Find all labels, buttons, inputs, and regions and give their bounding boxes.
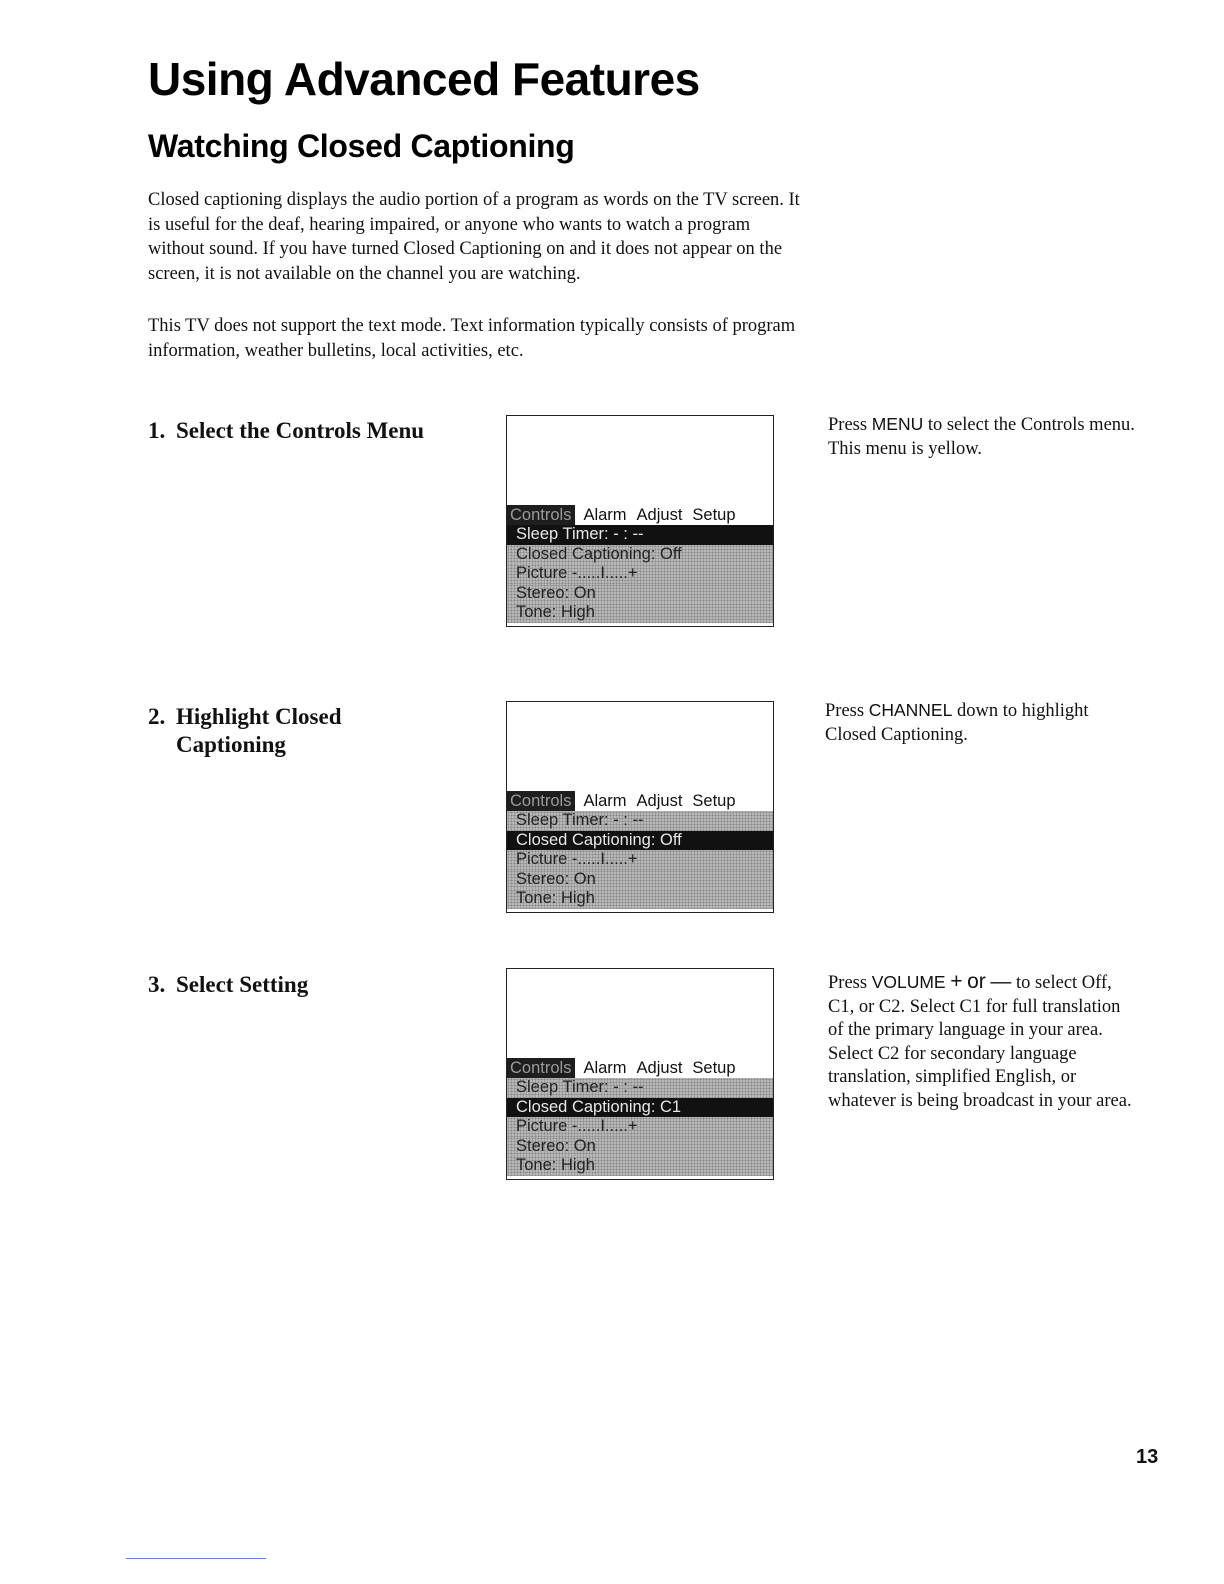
step-1-tab-setup: Setup <box>692 506 736 524</box>
step-1-desc-post: to select the Controls menu. This menu is yellow. <box>828 415 1135 459</box>
step-3-tab-adjust: Adjust <box>636 1059 683 1077</box>
step-2-menu-bar <box>507 791 773 811</box>
menu-row-tone: Tone: High <box>507 603 773 623</box>
step-2-tab-adjust: Adjust <box>636 792 683 810</box>
step-2-tv-screen <box>506 701 774 913</box>
step-2-tab-alarm: Alarm <box>583 792 627 810</box>
menu-row-sleep-timer: Sleep Timer: - : -- <box>507 811 773 831</box>
menu-row-tone: Tone: High <box>507 889 773 909</box>
step-2-key-channel: CHANNEL <box>868 700 953 720</box>
step-1-title-text: Select the Controls Menu <box>176 418 425 443</box>
step-1-menu-rows <box>507 525 773 626</box>
step-3-menu-rows <box>507 1078 773 1179</box>
step-1-title <box>148 417 424 445</box>
intro-paragraph: Closed captioning displays the audio portion of a program as words on the TV screen. It is useful for the deaf, hearing impaired, or anyone who wants to watch a program without sound. If you have turned Closed Captioning on and it does not appear on the screen, it is not available on the channel you are watching. <box>148 190 800 284</box>
step-1-description <box>828 413 1138 461</box>
step-2-number: 2. <box>148 704 166 729</box>
step-3-title <box>148 971 308 999</box>
menu-row-stereo: Stereo: On <box>507 1137 773 1157</box>
menu-row-stereo: Stereo: On <box>507 870 773 890</box>
page-number: 13 <box>1136 1446 1159 1468</box>
step-1-menu-bar <box>507 505 773 525</box>
footer-rule <box>126 1558 266 1559</box>
step-2-tab-setup: Setup <box>692 792 736 810</box>
menu-row-closed-captioning: Closed Captioning: C1 <box>507 1098 773 1118</box>
step-1-tab-adjust: Adjust <box>636 506 683 524</box>
step-2-desc-post: down to highlight Closed Captioning. <box>825 701 1089 745</box>
step-2-menu-rows <box>507 811 773 912</box>
step-1-key-menu: MENU <box>871 414 924 434</box>
step-3-description: Press VOLUME + or — to select Off, C1, or C2. Select C1 for full translation of the primary language in your area. Select C2 for secondary language translation, simplified English, or whatever is being broadcast in your area. <box>828 970 1132 1111</box>
step-2-desc-pre: Press <box>825 701 869 721</box>
text-mode-paragraph: This TV does not support the text mode. Text information typically consists of program information, weather bulletins, local activities, etc. <box>148 316 796 361</box>
step-2-title-line2: Captioning <box>176 732 286 757</box>
step-3-menu-bar <box>507 1058 773 1078</box>
step-3-title-text: Select Setting <box>176 972 309 997</box>
step-2-description <box>825 699 1135 747</box>
menu-row-stereo: Stereo: On <box>507 584 773 604</box>
step-1-tab-alarm: Alarm <box>583 506 627 524</box>
menu-row-picture: Picture -.....I.....+ <box>507 1117 773 1137</box>
step-1-tab-controls: Controls <box>507 505 575 525</box>
menu-row-picture: Picture -.....I.....+ <box>507 564 773 584</box>
step-2-tab-controls: Controls <box>507 791 575 811</box>
step-1-desc-pre: Press <box>828 415 872 435</box>
step-3-key-volume: VOLUME <box>871 972 946 992</box>
step-2-title-line1: Highlight Closed <box>176 704 342 729</box>
menu-row-tone: Tone: High <box>507 1156 773 1176</box>
menu-row-closed-captioning: Closed Captioning: Off <box>507 831 773 851</box>
step-3-desc-post: to select Off, C1, or C2. Select C1 for full translation of the primary language in your area. Select C2 for secondary language translation, simplified English, or whatever is being broadcast in your area. <box>828 973 1132 1111</box>
step-3-tv-screen <box>506 968 774 1180</box>
step-2-title <box>148 703 342 759</box>
step-3-minus-symbol: — <box>990 970 1012 993</box>
section-title: Watching Closed Captioning <box>148 128 575 164</box>
menu-row-sleep-timer: Sleep Timer: - : -- <box>507 1078 773 1098</box>
step-3-or-text: or <box>967 970 986 993</box>
step-3-plus-symbol: + <box>950 970 963 993</box>
step-1-number: 1. <box>148 418 166 443</box>
step-1-tv-screen <box>506 415 774 627</box>
page-title: Using Advanced Features <box>148 53 700 105</box>
menu-row-picture: Picture -.....I.....+ <box>507 850 773 870</box>
menu-row-closed-captioning: Closed Captioning: Off <box>507 545 773 565</box>
step-3-tab-alarm: Alarm <box>583 1059 627 1077</box>
step-3-number: 3. <box>148 972 166 997</box>
step-3-tab-setup: Setup <box>692 1059 736 1077</box>
menu-row-sleep-timer: Sleep Timer: - : -- <box>507 525 773 545</box>
step-3-tab-controls: Controls <box>507 1058 575 1078</box>
